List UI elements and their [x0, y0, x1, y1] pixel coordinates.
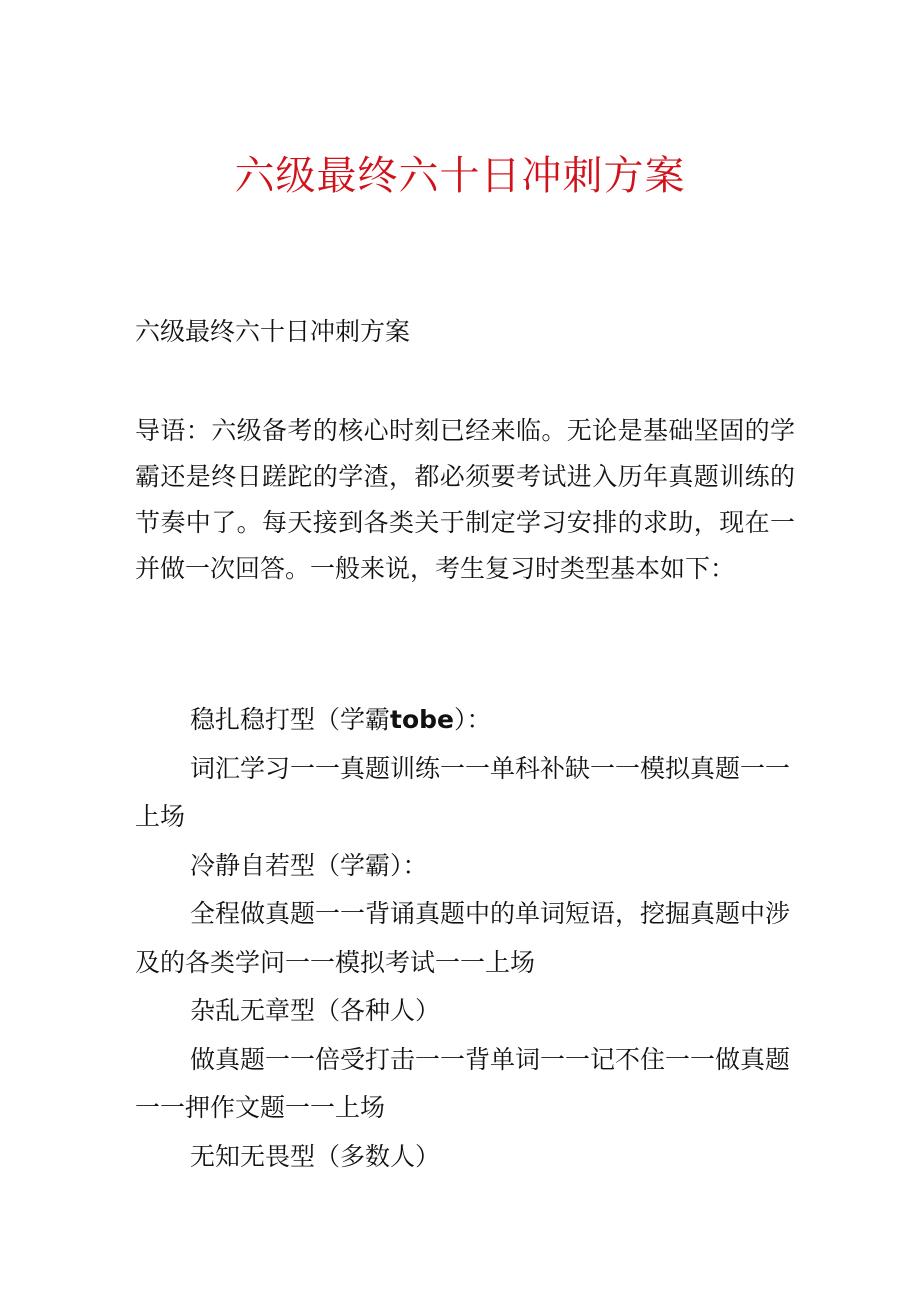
- document-title: 六级最终六十日冲刺方案: [234, 153, 686, 199]
- type-heading-steady-suffix: ）：: [454, 705, 492, 734]
- type-heading-chaotic: 杂乱无章型（各种人）: [190, 996, 441, 1025]
- type-path-steady: 词汇学习一一真题训练一一单科补缺一一模拟真题一一上场: [135, 753, 791, 831]
- type-heading-calm: 冷静自若型（学霸）：: [190, 850, 428, 880]
- type-heading-steady-bold: tobe: [390, 705, 454, 734]
- intro-paragraph: 导语：六级备考的核心时刻已经来临。无论是基础坚固的学霸还是终日蹉跎的学渣，都必须要考试进入历年真题训练的节奏中了。每天接到各类关于制定学习安排的求助，现在一并做一次回答。一般来说，考生复习时类型基本如下：: [135, 416, 795, 583]
- document-subtitle: 六级最终六十日冲刺方案: [135, 317, 411, 346]
- type-heading-steady: [135, 696, 795, 745]
- type-path-chaotic: 做真题一一倍受打击一一背单词一一记不住一一做真题一一押作文题一一上场: [135, 1044, 791, 1122]
- type-heading-steady-text: 稳扎稳打型（学霸: [190, 705, 391, 734]
- type-heading-fearless: 无知无畏型（多数人）: [190, 1141, 441, 1171]
- study-types-list: [135, 696, 795, 1181]
- type-path-calm: 全程做真题一一背诵真题中的单词短语，挖掘真题中涉及的各类学问一一模拟考试一一上场: [135, 899, 791, 977]
